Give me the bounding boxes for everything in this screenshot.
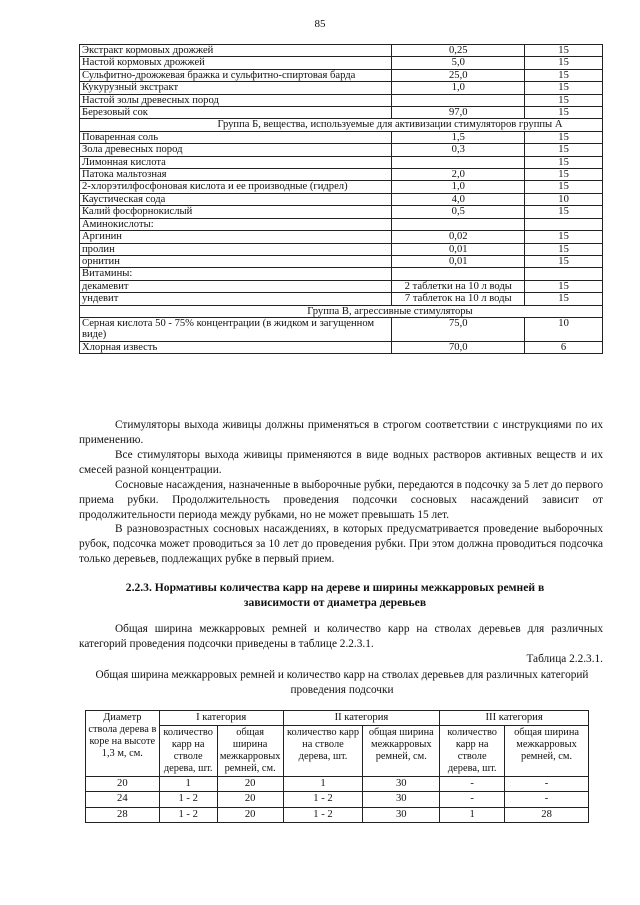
header-category-1: I категория: [159, 711, 283, 726]
substance-cell: Патока мальтозная: [80, 169, 392, 181]
amount-cell: 25,0: [392, 69, 525, 81]
group-heading: Группа Б, вещества, используемые для активизации стимуляторов группы А: [80, 119, 603, 131]
value-cell: 1 - 2: [159, 807, 217, 822]
table-row: [86, 807, 589, 822]
substance-cell: декамевит: [80, 280, 392, 292]
categories-table: [85, 710, 589, 823]
amount-cell: [392, 94, 525, 106]
group-row: [80, 119, 603, 131]
temperature-cell: 15: [525, 293, 603, 305]
substance-cell: Сульфитно-дрожжевая бражка и сульфитно-спиртовая барда: [80, 69, 392, 81]
temperature-cell: [525, 268, 603, 280]
group-heading: Группа В, агрессивные стимуляторы: [80, 305, 603, 317]
value-cell: 30: [363, 777, 440, 792]
substance-cell: Аминокислоты:: [80, 218, 392, 230]
substance-cell: Хлорная известь: [80, 341, 392, 353]
amount-cell: 0,5: [392, 206, 525, 218]
substance-cell: Экстракт кормовых дрожжей: [80, 45, 392, 57]
value-cell: 20: [217, 792, 283, 807]
value-cell: 30: [363, 807, 440, 822]
temperature-cell: 15: [525, 243, 603, 255]
group-row: [80, 305, 603, 317]
table-row: [80, 341, 603, 353]
substance-cell: орнитин: [80, 255, 392, 267]
amount-cell: 97,0: [392, 107, 525, 119]
temperature-cell: 15: [525, 57, 603, 69]
value-cell: -: [440, 777, 505, 792]
paragraph: Стимуляторы выхода живицы должны применяться в строгом соответствии с инструкциями по их применению.: [79, 419, 603, 446]
paragraph: В разновозрастных сосновых насаждениях, в которых предусматривается проведение выборочных рубок, подсочка может проводиться за 10 лет до проведения рубки. При этом должна проводиться подсочка только деревьев, подлежащих рубке в первый прием.: [79, 523, 603, 565]
amount-cell: 2,0: [392, 169, 525, 181]
value-cell: -: [505, 777, 589, 792]
table-row: [80, 94, 603, 106]
temperature-cell: [525, 218, 603, 230]
temperature-cell: 15: [525, 107, 603, 119]
temperature-cell: 15: [525, 69, 603, 81]
temperature-cell: 10: [525, 193, 603, 205]
amount-cell: 0,01: [392, 255, 525, 267]
temperature-cell: 15: [525, 255, 603, 267]
table-row: [80, 131, 603, 143]
value-cell: 1: [440, 807, 505, 822]
diameter-cell: 20: [86, 777, 160, 792]
table-row: [80, 144, 603, 156]
amount-cell: [392, 268, 525, 280]
temperature-cell: 15: [525, 169, 603, 181]
temperature-cell: 15: [525, 280, 603, 292]
table-row: [80, 45, 603, 57]
substance-cell: Поваренная соль: [80, 131, 392, 143]
header-count: количество карр на стволе дерева, шт.: [159, 726, 217, 777]
header-count: количество карр на стволе дерева, шт.: [283, 726, 363, 777]
table-row: [86, 777, 589, 792]
temperature-cell: 15: [525, 45, 603, 57]
intro-paragraph: Общая ширина межкарровых ремней и количество карр на стволах деревьев для различных категорий проведения подсочки приведены в таблице 2.2.3.1.: [79, 623, 603, 650]
diameter-cell: 28: [86, 807, 160, 822]
table-label: Таблица 2.2.3.1.: [526, 653, 603, 665]
substance-cell: Лимонная кислота: [80, 156, 392, 168]
amount-cell: 0,01: [392, 243, 525, 255]
temperature-cell: 15: [525, 144, 603, 156]
stimulants-table: [79, 44, 603, 354]
header-category-2: II категория: [283, 711, 440, 726]
amount-cell: [392, 218, 525, 230]
table-row: [80, 293, 603, 305]
amount-cell: 7 таблеток на 10 л воды: [392, 293, 525, 305]
amount-cell: 4,0: [392, 193, 525, 205]
amount-cell: 2 таблетки на 10 л воды: [392, 280, 525, 292]
paragraph: Все стимуляторы выхода живицы применяются в виде водных растворов активных веществ и их смесей разной концентрации.: [79, 449, 603, 476]
temperature-cell: 10: [525, 317, 603, 341]
substance-cell: 2-хлорэтилфосфоновая кислота и ее производные (гидрел): [80, 181, 392, 193]
value-cell: 1: [283, 777, 363, 792]
substance-cell: Витамины:: [80, 268, 392, 280]
substance-cell: пролин: [80, 243, 392, 255]
page-number: 85: [314, 18, 326, 30]
substance-cell: Серная кислота 50 - 75% концентрации (в жидком и загущенном виде): [80, 317, 392, 341]
table-row: [80, 218, 603, 230]
temperature-cell: 15: [525, 206, 603, 218]
substance-cell: Каустическая сода: [80, 193, 392, 205]
substance-cell: Аргинин: [80, 231, 392, 243]
table-row: [80, 156, 603, 168]
amount-cell: 1,0: [392, 181, 525, 193]
substance-cell: Калий фосфорнокислый: [80, 206, 392, 218]
paragraph: Сосновые насаждения, назначенные в выборочные рубки, передаются в подсочку за 5 лет до первого приема рубки. Продолжительность проведения подсочки сосновых насаждений зависит от продолжительности периода между рубками, но не может превышать 15 лет.: [79, 479, 603, 521]
table-row: [80, 181, 603, 193]
header-category-3: III категория: [440, 711, 589, 726]
amount-cell: 75,0: [392, 317, 525, 341]
header-width: общая ширина межкарровых ремней, см.: [505, 726, 589, 777]
table-row: [80, 69, 603, 81]
amount-cell: 5,0: [392, 57, 525, 69]
value-cell: 1 - 2: [283, 792, 363, 807]
value-cell: 1 - 2: [159, 792, 217, 807]
substance-cell: Зола древесных пород: [80, 144, 392, 156]
header-width: общая ширина межкарровых ремней, см.: [217, 726, 283, 777]
table-caption: Общая ширина межкарровых ремней и количество карр на стволах деревьев для различных категорий проведения подсочки: [95, 669, 589, 696]
value-cell: 20: [217, 807, 283, 822]
temperature-cell: 15: [525, 156, 603, 168]
table-row: [80, 57, 603, 69]
table-row: [80, 107, 603, 119]
substance-cell: Березовый сок: [80, 107, 392, 119]
value-cell: 1: [159, 777, 217, 792]
substance-cell: Кукурузный экстракт: [80, 82, 392, 94]
value-cell: 28: [505, 807, 589, 822]
temperature-cell: 15: [525, 231, 603, 243]
amount-cell: 70,0: [392, 341, 525, 353]
temperature-cell: 15: [525, 94, 603, 106]
temperature-cell: 15: [525, 131, 603, 143]
amount-cell: 1,0: [392, 82, 525, 94]
amount-cell: 0,02: [392, 231, 525, 243]
amount-cell: [392, 156, 525, 168]
table-row: [80, 193, 603, 205]
section-heading: 2.2.3. Нормативы количества карр на дереве и ширины межкарровых ремней в зависимости от диаметра деревьев: [125, 581, 545, 609]
table-row: [80, 206, 603, 218]
amount-cell: 0,25: [392, 45, 525, 57]
header-count: количество карр на стволе дерева, шт.: [440, 726, 505, 777]
table-row: [80, 280, 603, 292]
table-row: [80, 317, 603, 341]
table-row: [80, 82, 603, 94]
table-row: [80, 231, 603, 243]
temperature-cell: 15: [525, 82, 603, 94]
amount-cell: 1,5: [392, 131, 525, 143]
amount-cell: 0,3: [392, 144, 525, 156]
substance-cell: Настой золы древесных пород: [80, 94, 392, 106]
substance-cell: Настой кормовых дрожжей: [80, 57, 392, 69]
table-row: [86, 792, 589, 807]
value-cell: -: [505, 792, 589, 807]
table-row: [80, 243, 603, 255]
header-diameter: Диаметр ствола дерева в коре на высоте 1,3 м, см.: [86, 711, 160, 777]
value-cell: 1 - 2: [283, 807, 363, 822]
value-cell: 30: [363, 792, 440, 807]
temperature-cell: 6: [525, 341, 603, 353]
value-cell: 20: [217, 777, 283, 792]
header-width: общая ширина межкарровых ремней, см.: [363, 726, 440, 777]
table-row: [80, 169, 603, 181]
diameter-cell: 24: [86, 792, 160, 807]
table-row: [80, 268, 603, 280]
value-cell: -: [440, 792, 505, 807]
table-row: [80, 255, 603, 267]
substance-cell: ундевит: [80, 293, 392, 305]
temperature-cell: 15: [525, 181, 603, 193]
